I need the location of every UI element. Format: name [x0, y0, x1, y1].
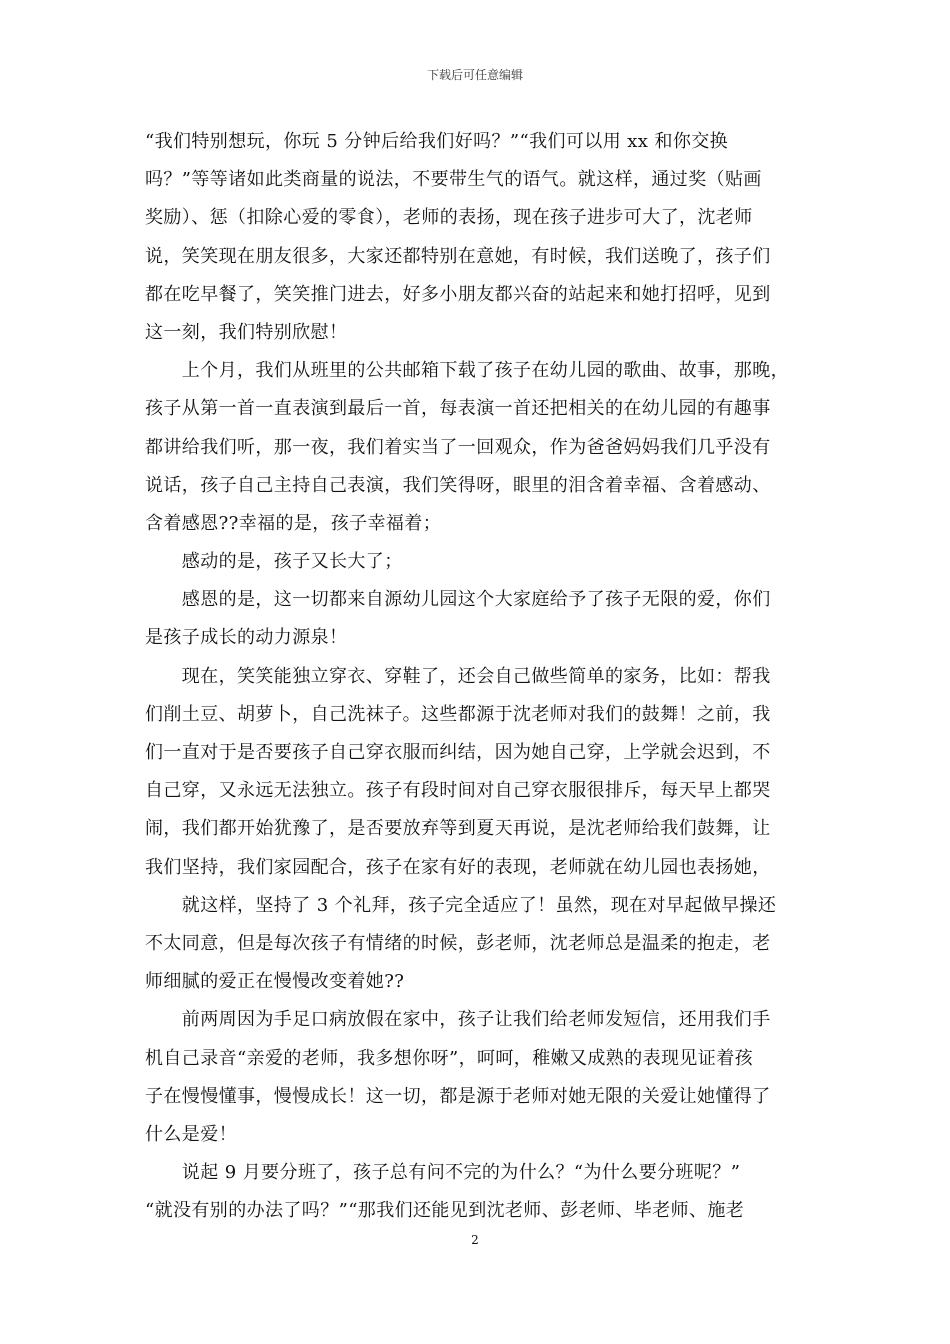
text-line: 子在慢慢懂事，慢慢成长！这一切，都是源于老师对她无限的关爱让她懂得了 — [145, 1085, 771, 1107]
text-line: 感恩的是，这一切都来自源幼儿园这个大家庭给予了孩子无限的爱，你们 — [145, 589, 771, 611]
text-line: “就没有别的办法了吗？”“那我们还能见到沈老师、彭老师、毕老师、施老 — [145, 1200, 745, 1222]
text-line: 什么是爱！ — [145, 1123, 237, 1145]
text-line: 我们坚持，我们家园配合，孩子在家有好的表现，老师就在幼儿园也表扬她， — [145, 856, 771, 878]
page-header: 下载后可任意编辑 — [426, 68, 523, 82]
document-body — [145, 123, 815, 1230]
text-line: 机自己录音“亲爱的老师，我多想你呀”，呵呵，稚嫩又成熟的表现见证着孩 — [145, 1047, 754, 1069]
text-line: 师细腻的爱正在慢慢改变着她?? — [145, 971, 405, 993]
text-line: 们削土豆、胡萝卜，自己洗袜子。这些都源于沈老师对我们的鼓舞！之前，我 — [145, 703, 771, 725]
text-line: 说起 9 月要分班了，孩子总有问不完的为什么？“为什么要分班呢？” — [145, 1162, 741, 1184]
text-line: 这一刻，我们特别欣慰！ — [145, 321, 348, 343]
text-line: 说话，孩子自己主持自己表演，我们笑得呀，眼里的泪含着幸福、含着感动、 — [145, 474, 771, 496]
text-line: 说，笑笑现在朋友很多，大家还都特别在意她，有时候，我们送晚了，孩子们 — [145, 245, 771, 267]
text-line: 吗？”等等诸如此类商量的说法，不要带生气的语气。就这样，通过奖（贴画 — [145, 169, 762, 191]
text-line: 们一直对于是否要孩子自己穿衣服而纠结，因为她自己穿，上学就会迟到，不 — [145, 742, 771, 763]
text-line: 前两周因为手足口病放假在家中，孩子让我们给老师发短信，还用我们手 — [145, 1009, 771, 1031]
text-line: 上个月，我们从班里的公共邮箱下载了孩子在幼儿园的歌曲、故事，那晚， — [145, 360, 789, 382]
text-line: 是孩子成长的动力源泉！ — [145, 627, 348, 649]
text-line: 感动的是，孩子又长大了； — [145, 551, 403, 573]
text-line: 都在吃早餐了，笑笑推门进去，好多小朋友都兴奋的站起来和她打招呼，见到 — [145, 283, 771, 305]
text-line: 就这样，坚持了 3 个礼拜，孩子完全适应了！虽然，现在对早起做早操还 — [145, 894, 777, 916]
text-line: 奖励）、惩（扣除心爱的零食），老师的表扬，现在孩子进步可大了，沈老师 — [145, 207, 753, 229]
text-line: 都讲给我们听，那一夜，我们着实当了一回观众，作为爸爸妈妈我们几乎没有 — [145, 436, 771, 458]
text-line: 不太同意，但是每次孩子有情绪的时候，彭老师，沈老师总是温柔的抱走，老 — [145, 932, 771, 954]
text-line: 闹，我们都开始犹豫了，是否要放弃等到夏天再说，是沈老师给我们鼓舞，让 — [145, 818, 771, 840]
text-line: 自己穿，又永远无法独立。孩子有段时间对自己穿衣服很排斥，每天早上都哭 — [145, 780, 771, 802]
text-line: 孩子从第一首一直表演到最后一首，每表演一首还把相关的在幼儿园的有趣事 — [145, 398, 771, 420]
text-line: “我们特别想玩，你玩 5 分钟后给我们好吗？”“我们可以用 xx 和你交换 — [145, 131, 729, 152]
text-line: 含着感恩??幸福的是，孩子幸福着； — [145, 512, 442, 534]
page-number: 2 — [471, 1233, 479, 1247]
text-line: 现在，笑笑能独立穿衣、穿鞋了，还会自己做些简单的家务，比如：帮我 — [145, 665, 771, 687]
